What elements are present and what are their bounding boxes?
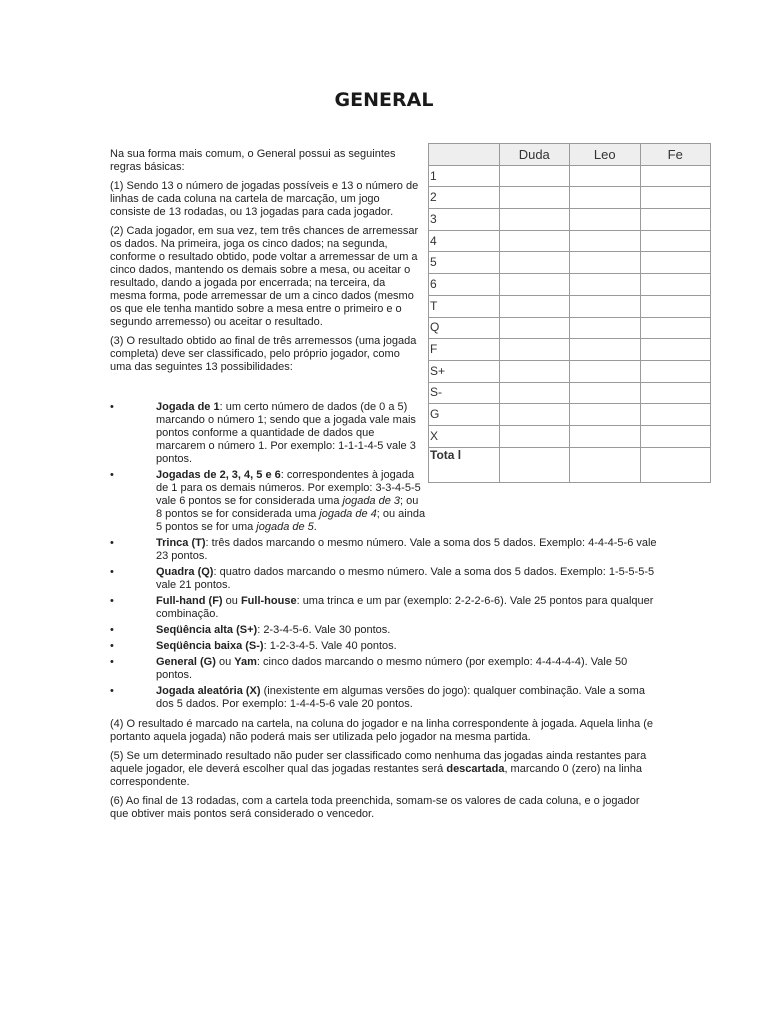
play-description: três dados marcando o mesmo número. Vale a soma dos 5 dados. Exemplo: 4-4-4-5-6 vale 23 pontos. bbox=[156, 537, 657, 562]
score-cell-fe[interactable] bbox=[640, 274, 711, 296]
play-description: 2-3-4-5-6. Vale 30 pontos. bbox=[263, 624, 391, 636]
intro-section bbox=[110, 148, 422, 380]
play-term: Seqüência alta (S+) bbox=[156, 624, 258, 636]
list-item bbox=[110, 656, 660, 682]
conjunction: ou bbox=[222, 595, 241, 607]
score-cell-duda[interactable] bbox=[499, 209, 570, 231]
bullet-marker: • bbox=[110, 469, 114, 481]
row-label: 5 bbox=[429, 252, 500, 274]
play-description: ; ou 8 pontos se for considerada uma bbox=[156, 495, 419, 520]
table-row bbox=[429, 274, 711, 296]
bullet-marker: • bbox=[110, 685, 114, 697]
play-description: um certo número de dados (de 0 a 5) marcando o número 1; sendo que a jogada vale mais pontos conforme a quantidade de dados que marcarem o número 1. Por exemplo: 1-1-1-4-5 vale 3 pontos. bbox=[156, 401, 416, 465]
play-description: (inexistente em algumas versões do jogo): qualquer combinação. Vale a soma dos 5 dados. Por exemplo: 1-4-4-5-6 vale 20 pontos. bbox=[156, 685, 645, 710]
rule-6-paragraph: (6) Ao final de 13 rodadas, com a cartela toda preenchida, somam-se os valores de cada coluna, e o jogador que obtiver mais pontos será considerado o vencedor. bbox=[110, 795, 640, 820]
bullet-marker: • bbox=[110, 401, 114, 413]
play-description: correspondentes à jogada de 1 para os demais números. Por exemplo: 3-3-4-5-5 vale 6 pontos se for considerada uma bbox=[156, 469, 421, 507]
play-term: Jogada aleatória (X) bbox=[156, 685, 261, 697]
score-cell-leo[interactable] bbox=[570, 317, 641, 339]
separator: : bbox=[263, 640, 270, 652]
score-cell-leo[interactable] bbox=[570, 274, 641, 296]
row-label: T bbox=[429, 295, 500, 317]
score-cell-duda[interactable] bbox=[499, 165, 570, 187]
bullet-marker: • bbox=[110, 537, 114, 549]
score-cell-fe[interactable] bbox=[640, 295, 711, 317]
bullet-marker: • bbox=[110, 595, 114, 607]
separator: : bbox=[256, 656, 264, 668]
row-label: F bbox=[429, 339, 500, 361]
play-term: Seqüência baixa (S-) bbox=[156, 640, 264, 652]
score-cell-leo[interactable] bbox=[570, 252, 641, 274]
row-label: S- bbox=[429, 382, 500, 404]
separator: : bbox=[219, 401, 226, 413]
score-cell-leo[interactable] bbox=[570, 339, 641, 361]
table-header-row bbox=[429, 144, 711, 166]
row-label: S+ bbox=[429, 360, 500, 382]
separator: : bbox=[280, 469, 287, 481]
play-term: General (G) bbox=[156, 656, 216, 668]
total-label: Tota l bbox=[429, 447, 500, 482]
play-term: Trinca (T) bbox=[156, 537, 206, 549]
list-item bbox=[110, 401, 426, 466]
list-item bbox=[110, 640, 660, 653]
bullet-marker: • bbox=[110, 624, 114, 636]
score-cell-duda[interactable] bbox=[499, 187, 570, 209]
play-description: . bbox=[313, 521, 317, 533]
rule-5-paragraph bbox=[110, 750, 655, 789]
list-item bbox=[110, 566, 660, 592]
play-description: cinco dados marcando o mesmo número (por exemplo: 4-4-4-4-4). Vale 50 pontos. bbox=[156, 656, 628, 681]
list-item bbox=[110, 685, 660, 711]
rule-4-paragraph: (4) O resultado é marcado na cartela, na coluna do jogador e na linha correspondente à jogada. Aquela linha (e portanto aquela jogada) não poderá mais ser utilizada pelo jogador na mesma partida. bbox=[110, 718, 654, 743]
intro-paragraph: Na sua forma mais comum, o General possui as seguintes regras básicas: bbox=[110, 148, 396, 173]
list-item bbox=[110, 469, 426, 534]
row-label: 4 bbox=[429, 230, 500, 252]
score-cell-fe[interactable] bbox=[640, 339, 711, 361]
play-description: ; ou ainda 5 pontos se for uma bbox=[156, 508, 426, 533]
table-row bbox=[429, 295, 711, 317]
score-cell-leo[interactable] bbox=[570, 165, 641, 187]
play-description: quatro dados marcando o mesmo número. Vale a soma dos 5 dados. Exemplo: 1-5-5-5-5 vale 21 pontos. bbox=[156, 566, 655, 591]
score-cell-fe[interactable] bbox=[640, 360, 711, 382]
table-row bbox=[429, 317, 711, 339]
score-cell-fe[interactable] bbox=[640, 252, 711, 274]
table-row bbox=[429, 209, 711, 231]
play-example: jogada de 3 bbox=[342, 495, 401, 507]
column-header-leo: Leo bbox=[570, 144, 641, 166]
separator: : bbox=[213, 566, 220, 578]
score-cell-duda[interactable] bbox=[499, 252, 570, 274]
score-cell-duda[interactable] bbox=[499, 295, 570, 317]
score-cell-fe[interactable] bbox=[640, 317, 711, 339]
score-cell-leo[interactable] bbox=[570, 209, 641, 231]
row-label: Q bbox=[429, 317, 500, 339]
play-term: Full-hand (F) bbox=[156, 595, 223, 607]
score-cell-duda[interactable] bbox=[499, 230, 570, 252]
score-cell-leo[interactable] bbox=[570, 295, 641, 317]
row-label: 3 bbox=[429, 209, 500, 231]
play-description: uma trinca e um par (exemplo: 2-2-2-6-6). Vale 25 pontos para qualquer combinação. bbox=[156, 595, 654, 620]
plays-list bbox=[110, 401, 660, 827]
rule-5-emphasis: descartada bbox=[446, 763, 505, 775]
bullet-marker: • bbox=[110, 656, 114, 668]
row-label: 2 bbox=[429, 187, 500, 209]
table-row bbox=[429, 165, 711, 187]
separator: : bbox=[205, 537, 212, 549]
closing-rules bbox=[110, 718, 660, 821]
column-header-duda: Duda bbox=[499, 144, 570, 166]
table-row bbox=[429, 187, 711, 209]
play-term: Full-house bbox=[240, 595, 297, 607]
play-term: Jogada de 1 bbox=[156, 401, 220, 413]
score-cell-fe[interactable] bbox=[640, 209, 711, 231]
play-term: Quadra (Q) bbox=[156, 566, 214, 578]
play-example: jogada de 4 bbox=[319, 508, 377, 520]
rule-1-paragraph: (1) Sendo 13 o número de jogadas possíveis e 13 o número de linhas de cada coluna na cartela de marcação, um jogo consiste de 13 rodadas, ou 13 jogadas para cada jogador. bbox=[110, 180, 419, 218]
score-cell-fe[interactable] bbox=[640, 165, 711, 187]
score-cell-duda[interactable] bbox=[499, 317, 570, 339]
play-term: Yam bbox=[234, 656, 257, 668]
score-cell-fe[interactable] bbox=[640, 187, 711, 209]
play-description: 1-2-3-4-5. Vale 40 pontos. bbox=[269, 640, 397, 652]
row-label: G bbox=[429, 404, 500, 426]
bullet-marker: • bbox=[110, 566, 114, 578]
play-term: Jogadas de 2, 3, 4, 5 e 6 bbox=[156, 469, 281, 481]
column-header-fe: Fe bbox=[640, 144, 711, 166]
play-example: jogada de 5 bbox=[256, 521, 314, 533]
score-cell-leo[interactable] bbox=[570, 230, 641, 252]
table-row bbox=[429, 230, 711, 252]
row-label: 6 bbox=[429, 274, 500, 296]
rule-3-paragraph: (3) O resultado obtido ao final de três arremessos (uma jogada completa) deve ser classificado, pelo próprio jogador, como uma das seguintes 13 possibilidades: bbox=[110, 335, 417, 373]
rule-5-text: , marcando 0 (zero) na linha correspondente. bbox=[110, 763, 643, 788]
table-row bbox=[429, 252, 711, 274]
separator: : bbox=[296, 595, 303, 607]
list-item bbox=[110, 537, 660, 563]
table-row bbox=[429, 339, 711, 361]
list-item bbox=[110, 624, 660, 637]
separator: : bbox=[257, 624, 264, 636]
row-label: 1 bbox=[429, 165, 500, 187]
table-row bbox=[429, 360, 711, 382]
rule-2-paragraph: (2) Cada jogador, em sua vez, tem três chances de arremessar os dados. Na primeira, joga os cinco dados; na segunda, conforme o resultado obtido, pode voltar a arremessar de um a cinco dados, mantendo os demais sobre a mesa, ou aceitar o resultado, dando a jogada por encerrada; na terceira, da mesma forma, pode arremessar de um a cinco dados (mesmo os que ele tenha mantido sobre a mesa entre o primeiro e o segundo arremesso) ou aceitar o resultado. bbox=[110, 225, 419, 328]
conjunction: ou bbox=[215, 656, 235, 668]
list-item bbox=[110, 595, 660, 621]
score-cell-leo[interactable] bbox=[570, 187, 641, 209]
bullet-marker: • bbox=[110, 640, 114, 652]
page-title: GENERAL bbox=[334, 89, 434, 111]
score-cell-duda[interactable] bbox=[499, 360, 570, 382]
score-cell-duda[interactable] bbox=[499, 339, 570, 361]
score-cell-fe[interactable] bbox=[640, 230, 711, 252]
score-cell-duda[interactable] bbox=[499, 274, 570, 296]
score-cell-leo[interactable] bbox=[570, 360, 641, 382]
corner-header bbox=[429, 144, 500, 166]
row-label: X bbox=[429, 425, 500, 447]
rule-5-text: (5) Se um determinado resultado não puder ser classificado como nenhuma das jogadas ainda restantes para aquele jogador, ele deverá escolher qual das jogadas restantes será bbox=[110, 750, 647, 775]
